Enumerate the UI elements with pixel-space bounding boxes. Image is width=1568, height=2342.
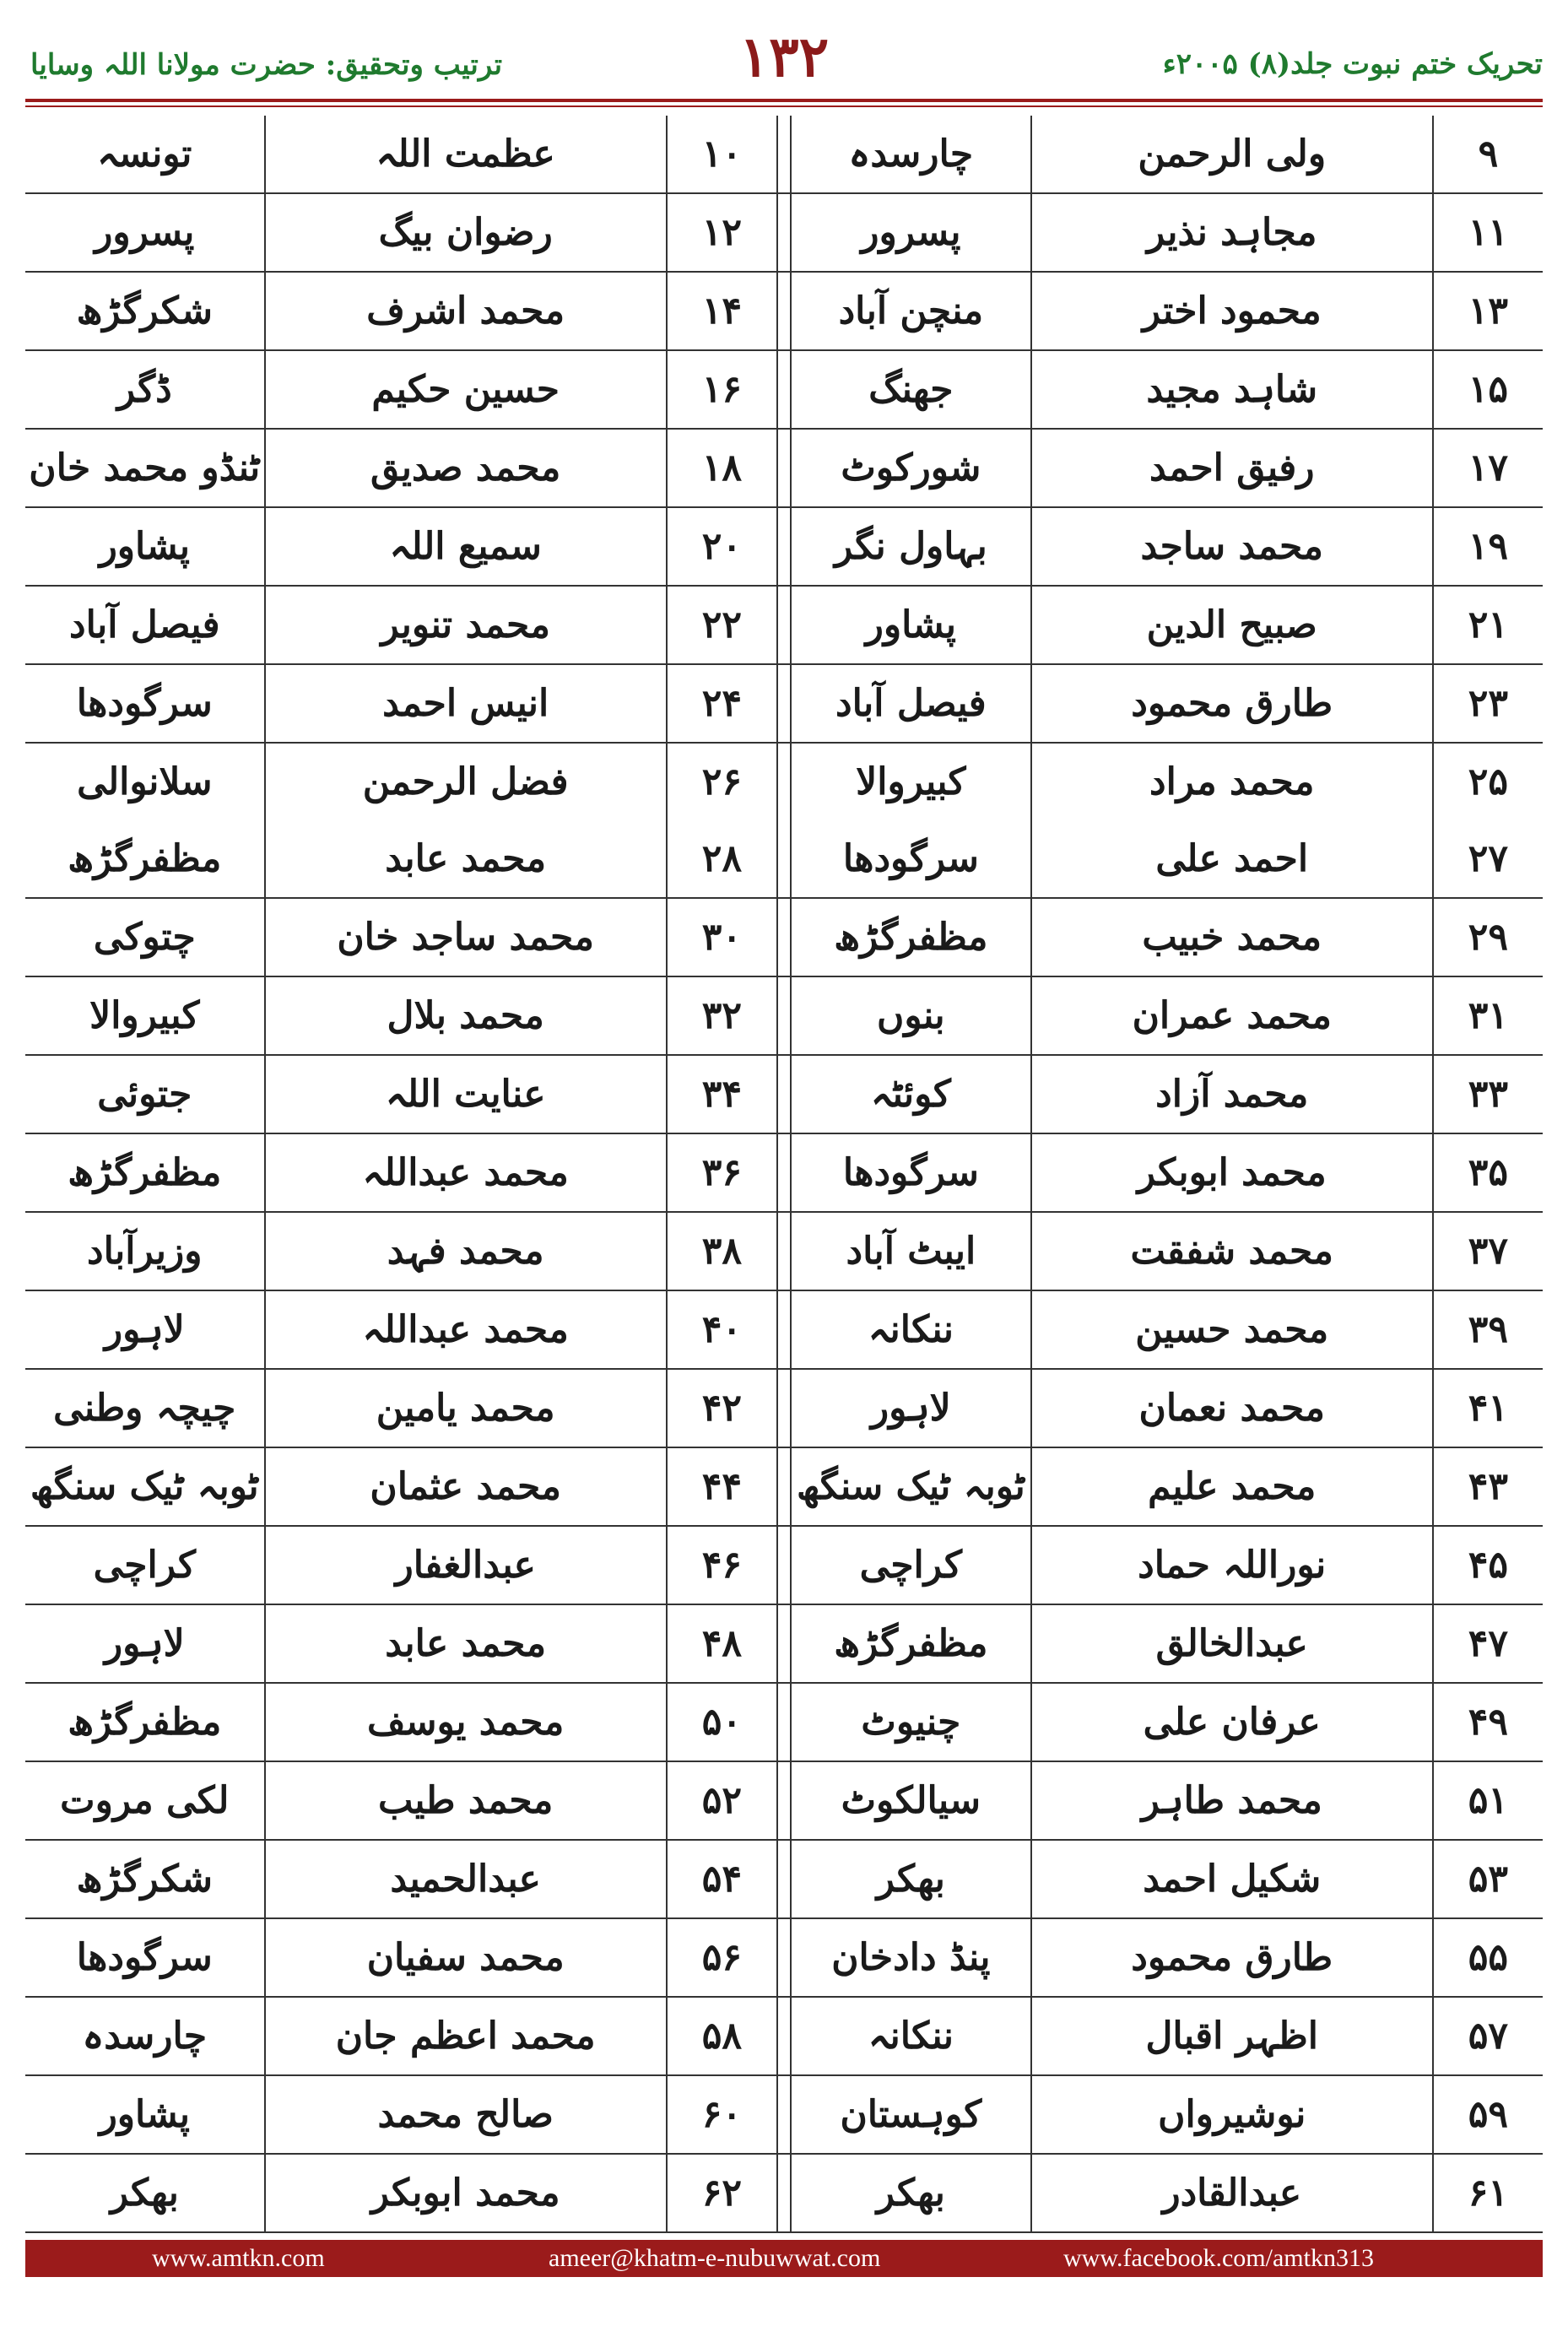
city-cell: بہاول نگر [791,507,1031,586]
serial-number-cell: ۵۶ [667,1918,777,1997]
name-cell: محمد تنویر [265,586,667,664]
city-cell: کوہستان [791,2075,1031,2154]
serial-number-cell: ۱۲ [667,193,777,272]
city-cell: پشاور [791,586,1031,664]
name-cell: رفیق احمد [1031,429,1433,507]
city-cell: سرگودھا [791,1133,1031,1212]
name-cell: محمد عابد [265,1604,667,1683]
table-row [25,116,1543,193]
city-cell: کراچی [25,1526,265,1604]
table-row [25,820,1543,898]
city-cell: ننکانہ [791,1997,1031,2075]
page-number: ۱۳۲ [738,24,830,89]
name-cell: انیس احمد [265,664,667,743]
name-cell: محمد خبیب [1031,898,1433,976]
name-cell: نوراللہ حماد [1031,1526,1433,1604]
names-table [25,116,1543,2233]
serial-number-cell: ۴۳ [1433,1447,1543,1526]
table-row [25,586,1543,664]
name-cell: طارق محمود [1031,1918,1433,1997]
serial-number-cell: ۹ [1433,116,1543,193]
name-cell: محمد شفقت [1031,1212,1433,1290]
city-cell: مظفرگڑھ [791,1604,1031,1683]
city-cell: چیچہ وطنی [25,1369,265,1447]
name-cell: عنایت اللہ [265,1055,667,1133]
table-row [25,1997,1543,2075]
serial-number-cell: ۴۴ [667,1447,777,1526]
city-cell: جتوئی [25,1055,265,1133]
name-cell: رضوان بیگ [265,193,667,272]
name-cell: محمد فہد [265,1212,667,1290]
city-cell: جھنگ [791,350,1031,429]
table-row [25,350,1543,429]
serial-number-cell: ۳۱ [1433,976,1543,1055]
name-cell: محمد ساجد خان [265,898,667,976]
serial-number-cell: ۵۲ [667,1761,777,1840]
city-cell: مظفرگڑھ [25,1683,265,1761]
city-cell: فیصل آباد [25,586,265,664]
table-row [25,429,1543,507]
table-row [25,1055,1543,1133]
name-cell: نوشیرواں [1031,2075,1433,2154]
serial-number-cell: ۲۲ [667,586,777,664]
column-divider [777,429,791,507]
name-cell: محمد عبداللہ [265,1133,667,1212]
table-row [25,1526,1543,1604]
city-cell: کوئٹہ [791,1055,1031,1133]
name-cell: ولی الرحمن [1031,116,1433,193]
city-cell: پسرور [791,193,1031,272]
column-divider [777,1369,791,1447]
column-divider [777,1212,791,1290]
city-cell: منچن آباد [791,272,1031,350]
table-row [25,2154,1543,2232]
city-cell: مظفرگڑھ [25,820,265,898]
serial-number-cell: ۲۵ [1433,743,1543,820]
column-divider [777,116,791,193]
serial-number-cell: ۶۲ [667,2154,777,2232]
page-footer [25,2240,1543,2277]
name-cell: شاہد مجید [1031,350,1433,429]
city-cell: فیصل آباد [791,664,1031,743]
name-cell: محمد طیب [265,1761,667,1840]
name-cell: محمود اختر [1031,272,1433,350]
table-row [25,664,1543,743]
serial-number-cell: ۳۹ [1433,1290,1543,1369]
city-cell: شورکوٹ [791,429,1031,507]
city-cell: شکرگڑھ [25,1840,265,1918]
serial-number-cell: ۴۲ [667,1369,777,1447]
column-divider [777,272,791,350]
header-compiler: ترتیب وتحقیق: حضرت مولانا اللہ وسایا [30,48,503,82]
table-row [25,193,1543,272]
city-cell: لاہور [791,1369,1031,1447]
name-cell: طارق محمود [1031,664,1433,743]
serial-number-cell: ۱۷ [1433,429,1543,507]
column-divider [777,1683,791,1761]
city-cell: مظفرگڑھ [25,1133,265,1212]
name-cell: محمد اعظم جان [265,1997,667,2075]
name-cell: عبدالخالق [1031,1604,1433,1683]
column-divider [777,1997,791,2075]
column-divider [777,193,791,272]
serial-number-cell: ۳۰ [667,898,777,976]
serial-number-cell: ۴۸ [667,1604,777,1683]
serial-number-cell: ۶۰ [667,2075,777,2154]
serial-number-cell: ۳۵ [1433,1133,1543,1212]
serial-number-cell: ۴۷ [1433,1604,1543,1683]
serial-number-cell: ۵۱ [1433,1761,1543,1840]
serial-number-cell: ۲۸ [667,820,777,898]
serial-number-cell: ۵۷ [1433,1997,1543,2075]
city-cell: مظفرگڑھ [791,898,1031,976]
serial-number-cell: ۲۱ [1433,586,1543,664]
name-cell: محمد آزاد [1031,1055,1433,1133]
city-cell: بھکر [25,2154,265,2232]
city-cell: ننکانہ [791,1290,1031,1369]
serial-number-cell: ۴۵ [1433,1526,1543,1604]
name-cell: محمد ابوبکر [265,2154,667,2232]
serial-number-cell: ۲۷ [1433,820,1543,898]
header-rule-thin [25,105,1543,107]
name-cell: محمد صدیق [265,429,667,507]
city-cell: ڈگر [25,350,265,429]
name-cell: محمد عثمان [265,1447,667,1526]
header-rule-thick [25,99,1543,102]
table-row [25,507,1543,586]
page-header [0,17,1568,101]
table-row [25,2075,1543,2154]
city-cell: پشاور [25,2075,265,2154]
table-row [25,976,1543,1055]
column-divider [777,1918,791,1997]
column-divider [777,664,791,743]
column-divider [777,1447,791,1526]
serial-number-cell: ۱۰ [667,116,777,193]
city-cell: پشاور [25,507,265,586]
city-cell: چارسدہ [25,1997,265,2075]
column-divider [777,1055,791,1133]
name-cell: احمد علی [1031,820,1433,898]
name-cell: عرفان علی [1031,1683,1433,1761]
city-cell: لاہور [25,1290,265,1369]
serial-number-cell: ۳۸ [667,1212,777,1290]
name-cell: محمد علیم [1031,1447,1433,1526]
serial-number-cell: ۶۱ [1433,2154,1543,2232]
table-row [25,1840,1543,1918]
name-cell: صالح محمد [265,2075,667,2154]
serial-number-cell: ۵۹ [1433,2075,1543,2154]
serial-number-cell: ۲۰ [667,507,777,586]
name-cell: اظہر اقبال [1031,1997,1433,2075]
column-divider [777,586,791,664]
table-row [25,1683,1543,1761]
city-cell: سرگودھا [25,1918,265,1997]
header-book-title: تحریک ختم نبوت جلد(۸) ۲۰۰۵ء [1162,47,1543,81]
serial-number-cell: ۵۰ [667,1683,777,1761]
table-row [25,1447,1543,1526]
serial-number-cell: ۱۴ [667,272,777,350]
name-cell: عبدالقادر [1031,2154,1433,2232]
name-cell: محمد یامین [265,1369,667,1447]
city-cell: لاہور [25,1604,265,1683]
name-cell: محمد بلال [265,976,667,1055]
serial-number-cell: ۳۷ [1433,1212,1543,1290]
city-cell: کبیروالا [856,760,966,803]
serial-number-cell: ۵۵ [1433,1918,1543,1997]
name-cell: محمد عبداللہ [265,1290,667,1369]
city-cell: چتوکی [25,898,265,976]
city-cell: پنڈ دادخان [791,1918,1031,1997]
footer-website-link[interactable]: www.amtkn.com [152,2244,325,2272]
serial-number-cell: ۲۹ [1433,898,1543,976]
name-cell: عبدالغفار [265,1526,667,1604]
footer-facebook-link[interactable]: www.facebook.com/amtkn313 [1063,2244,1374,2272]
name-cell: محمد اشرف [265,272,667,350]
column-divider [777,507,791,586]
city-cell: پسرور [25,193,265,272]
table-row [25,1918,1543,1997]
column-divider [777,1133,791,1212]
serial-number-cell: ۳۳ [1433,1055,1543,1133]
city-cell: ٹنڈو محمد خان [25,429,265,507]
name-cell: محمد نعمان [1031,1369,1433,1447]
name-cell: محمد سفیان [265,1918,667,1997]
column-divider [777,2075,791,2154]
serial-number-cell: ۱۸ [667,429,777,507]
name-cell: شکیل احمد [1031,1840,1433,1918]
table-row [25,272,1543,350]
name-cell: صبیح الدین [1031,586,1433,664]
city-cell: ایبٹ آباد [791,1212,1031,1290]
serial-number-cell: ۴۰ [667,1290,777,1369]
city-cell: سلانوالی [77,760,213,803]
name-cell: محمد عابد [265,820,667,898]
city-cell: ٹوبہ ٹیک سنگھ [25,1447,265,1526]
serial-number-cell: ۳۴ [667,1055,777,1133]
city-cell: بھکر [791,2154,1031,2232]
serial-number-cell: ۲۶ [667,743,777,820]
serial-number-cell: ۵۸ [667,1997,777,2075]
name-cell: محمد ساجد [1031,507,1433,586]
serial-number-cell: ۴۱ [1433,1369,1543,1447]
name-cell: محمد مراد [1031,743,1433,820]
serial-number-cell: ۴۹ [1433,1683,1543,1761]
name-cell: محمد ابوبکر [1031,1133,1433,1212]
city-cell: سرگودھا [791,820,1031,898]
name-cell: مجاہد نذیر [1031,193,1433,272]
column-divider [777,350,791,429]
serial-number-cell: ۱۶ [667,350,777,429]
column-divider [777,820,791,898]
city-cell: شکرگڑھ [25,272,265,350]
city-cell: وزیرآباد [25,1212,265,1290]
name-cell: محمد عمران [1031,976,1433,1055]
name-cell: حسین حکیم [265,350,667,429]
name-cell: محمد یوسف [265,1683,667,1761]
column-divider [777,1526,791,1604]
city-cell: چنیوٹ [791,1683,1031,1761]
column-divider [777,898,791,976]
serial-number-cell: ۲۳ [1433,664,1543,743]
table-row [25,898,1543,976]
table-row [25,1212,1543,1290]
serial-number-cell: ۵۳ [1433,1840,1543,1918]
city-cell: تونسہ [25,116,265,193]
column-divider [777,1290,791,1369]
name-cell: محمد حسین [1031,1290,1433,1369]
name-cell: عبدالحمید [265,1840,667,1918]
column-divider [777,2154,791,2232]
city-cell: سرگودھا [25,664,265,743]
city-cell: لکی مروت [25,1761,265,1840]
serial-number-cell: ۴۶ [667,1526,777,1604]
names-table-container [25,116,1543,2215]
city-cell: چارسدہ [791,116,1031,193]
column-divider [777,976,791,1055]
serial-number-cell: ۱۱ [1433,193,1543,272]
name-cell: محمد طاہر [1031,1761,1433,1840]
city-cell: بھکر [791,1840,1031,1918]
column-divider [777,1604,791,1683]
city-cell: کبیروالا [25,976,265,1055]
table-row [25,1369,1543,1447]
table-row [25,1290,1543,1369]
serial-number-cell: ۳۶ [667,1133,777,1212]
city-cell: کراچی [791,1526,1031,1604]
name-cell: سمیع اللہ [265,507,667,586]
serial-number-cell: ۱۵ [1433,350,1543,429]
serial-number-cell: ۳۲ [667,976,777,1055]
table-row [25,743,1543,820]
table-row [25,1761,1543,1840]
column-divider [777,1761,791,1840]
name-cell: عظمت اللہ [265,116,667,193]
serial-number-cell: ۱۳ [1433,272,1543,350]
column-divider [777,1840,791,1918]
serial-number-cell: ۲۴ [667,664,777,743]
city-cell: سیالکوٹ [791,1761,1031,1840]
table-row [25,1604,1543,1683]
column-divider [777,743,791,820]
city-cell: بنوں [791,976,1031,1055]
serial-number-cell: ۵۴ [667,1840,777,1918]
table-row [25,1133,1543,1212]
name-cell: فضل الرحمن [265,743,667,820]
serial-number-cell: ۱۹ [1433,507,1543,586]
city-cell: ٹوبہ ٹیک سنگھ [791,1447,1031,1526]
footer-email-link[interactable]: ameer@khatm-e-nubuwwat.com [549,2244,881,2272]
